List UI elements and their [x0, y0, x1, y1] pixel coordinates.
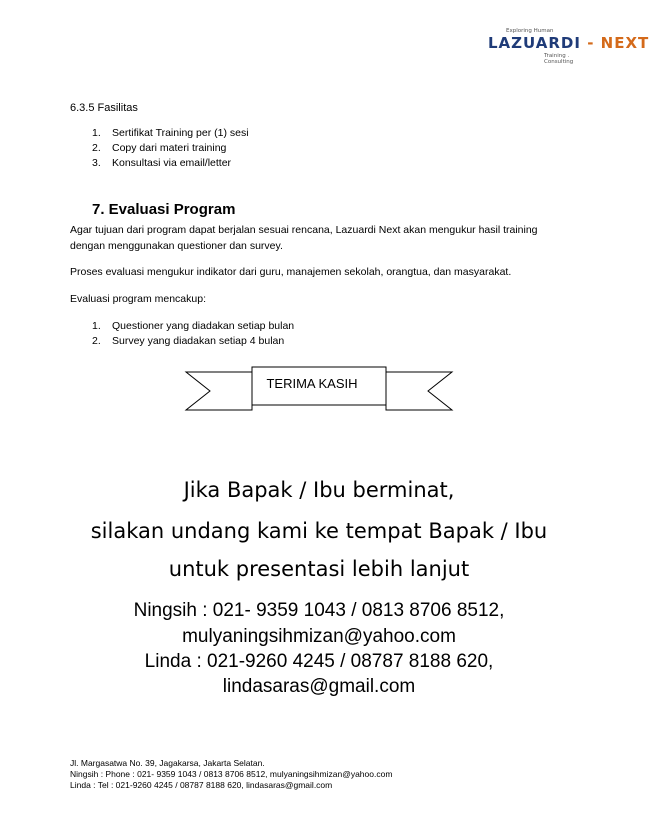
list-item-number: 2. [92, 335, 101, 347]
banner-text: TERIMA KASIH [266, 376, 358, 391]
list-item [92, 126, 249, 141]
list-item [92, 319, 294, 334]
list-item-number: 3. [92, 157, 101, 169]
logo-brand-main: LAZUARDI [488, 34, 581, 52]
list-item-number: 1. [92, 127, 101, 139]
footer-address: Jl. Margasatwa No. 39, Jagakarsa, Jakarta Selatan. [70, 758, 265, 768]
list-item-text: Survey yang diadakan setiap 4 bulan [112, 335, 285, 347]
logo-tagline-bottom: Training . Consulting [544, 53, 574, 65]
list-item [92, 141, 249, 156]
contact-ningsih-email: mulyaningsihmizan@yahoo.com [182, 626, 456, 647]
list-item-text: Sertifikat Training per (1) sesi [112, 127, 249, 139]
evaluation-list [92, 319, 294, 349]
list-item-text: Questioner yang diadakan setiap bulan [112, 320, 295, 332]
evaluation-paragraph-line-1: Agar tujuan dari program dapat berjalan sesuai rencana, Lazuardi Next akan mengukur hasil training [70, 224, 538, 236]
list-item [92, 334, 294, 349]
invitation-line-2: silakan undang kami ke tempat Bapak / Ibu [90, 519, 548, 543]
evaluation-scope-paragraph: Evaluasi program mencakup: [70, 293, 206, 305]
list-item-number: 1. [92, 320, 101, 332]
logo-brand [488, 34, 649, 52]
logo-brand-next: NEXT [600, 34, 649, 52]
contact-linda-email: lindasaras@gmail.com [222, 676, 416, 697]
list-item-text: Konsultasi via email/letter [112, 157, 232, 169]
invitation-line-1: Jika Bapak / Ibu berminat, [183, 478, 455, 502]
list-item-text: Copy dari materi training [112, 142, 227, 154]
evaluation-process-paragraph: Proses evaluasi mengukur indikator dari guru, manajemen sekolah, orangtua, dan masyarakat. [70, 266, 512, 278]
footer-linda-contact: Linda : Tel : 021-9260 4245 / 08787 8188 620, lindasaras@gmail.com [70, 780, 333, 790]
list-item-number: 2. [92, 142, 101, 154]
section-7-heading: 7. Evaluasi Program [92, 201, 236, 218]
facilities-list [92, 126, 249, 171]
logo-brand-dash: - [580, 34, 601, 52]
contact-ningsih-phone: Ningsih : 021- 9359 1043 / 0813 8706 8512, [133, 600, 505, 621]
footer-ningsih-contact: Ningsih : Phone : 021- 9359 1043 / 0813 8706 8512, mulyaningsihmizan@yahoo.com [70, 769, 393, 779]
evaluation-paragraph-line-2: dengan menggunakan questioner dan survey. [70, 240, 283, 252]
section-635-title: 6.3.5 Fasilitas [70, 102, 138, 114]
logo-tagline-top: Exploring Human [506, 28, 554, 34]
company-logo [488, 28, 649, 65]
contact-linda-phone: Linda : 021-9260 4245 / 08787 8188 620, [144, 651, 494, 672]
invitation-line-3: untuk presentasi lebih lanjut [168, 557, 470, 581]
list-item [92, 156, 249, 171]
